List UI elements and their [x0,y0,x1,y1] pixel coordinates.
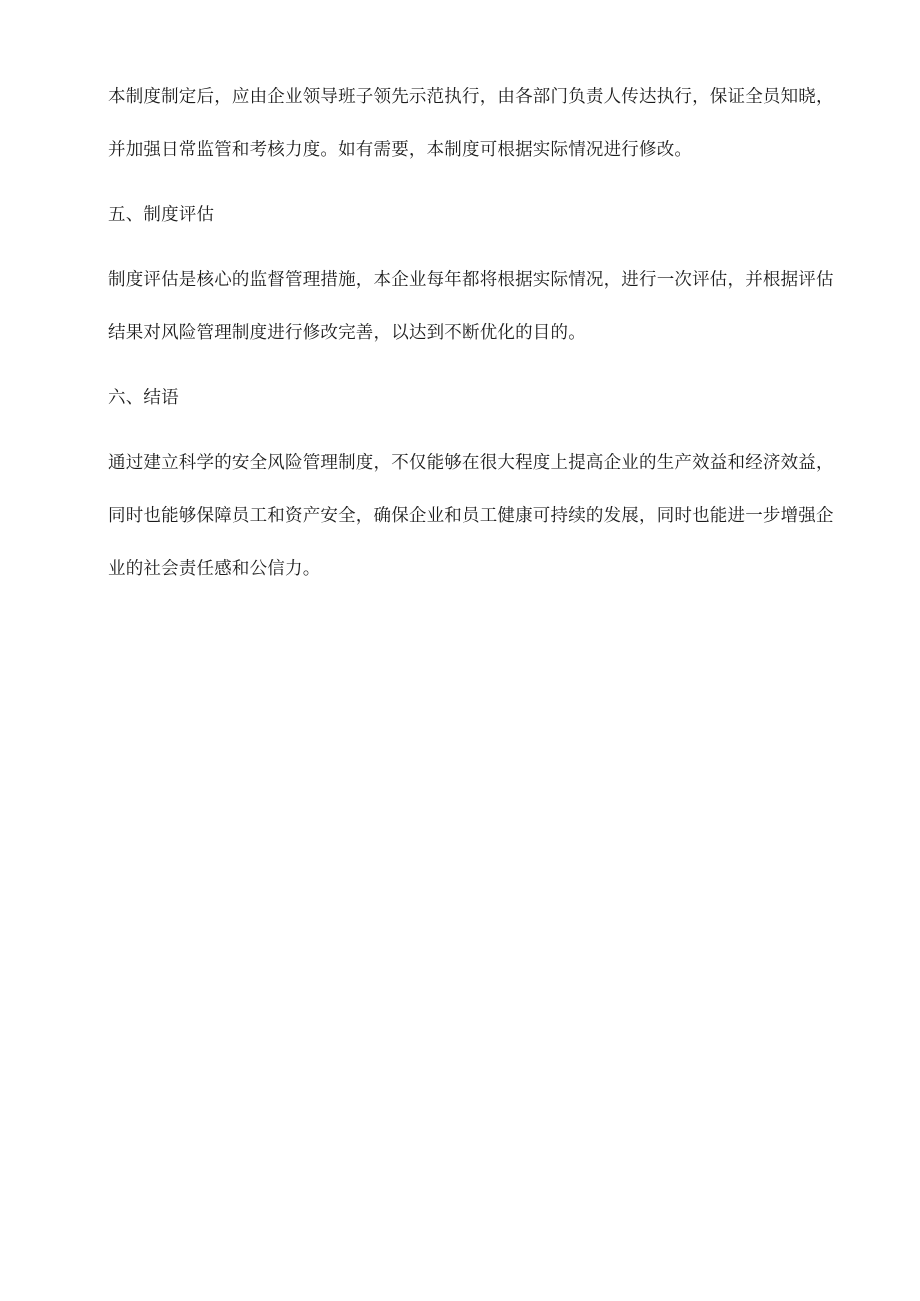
paragraph-implementation [108,84,834,164]
section-heading-evaluation: 五、制度评估 [108,205,215,225]
document-body [108,84,834,583]
text-line: 本制度制定后，应由企业领导班子领先示范执行，由各部门负责人传达执行，保证全员知晓， [108,87,834,107]
text-line: 业的社会责任感和公信力。 [108,559,321,579]
section-heading-conclusion: 六、结语 [108,388,179,408]
text-line: 结果对风险管理制度进行修改完善，以达到不断优化的目的。 [108,323,586,343]
paragraph-evaluation [108,267,834,347]
text-line: 同时也能够保障员工和资产安全，确保企业和员工健康可持续的发展，同时也能进一步增强企 [108,506,834,526]
paragraph-conclusion [108,450,834,583]
text-line: 制度评估是核心的监督管理措施，本企业每年都将根据实际情况，进行一次评估，并根据评估 [108,270,834,290]
text-line: 通过建立科学的安全风险管理制度，不仅能够在很大程度上提高企业的生产效益和经济效益， [108,453,834,473]
text-line: 并加强日常监管和考核力度。如有需要，本制度可根据实际情况进行修改。 [108,140,693,160]
